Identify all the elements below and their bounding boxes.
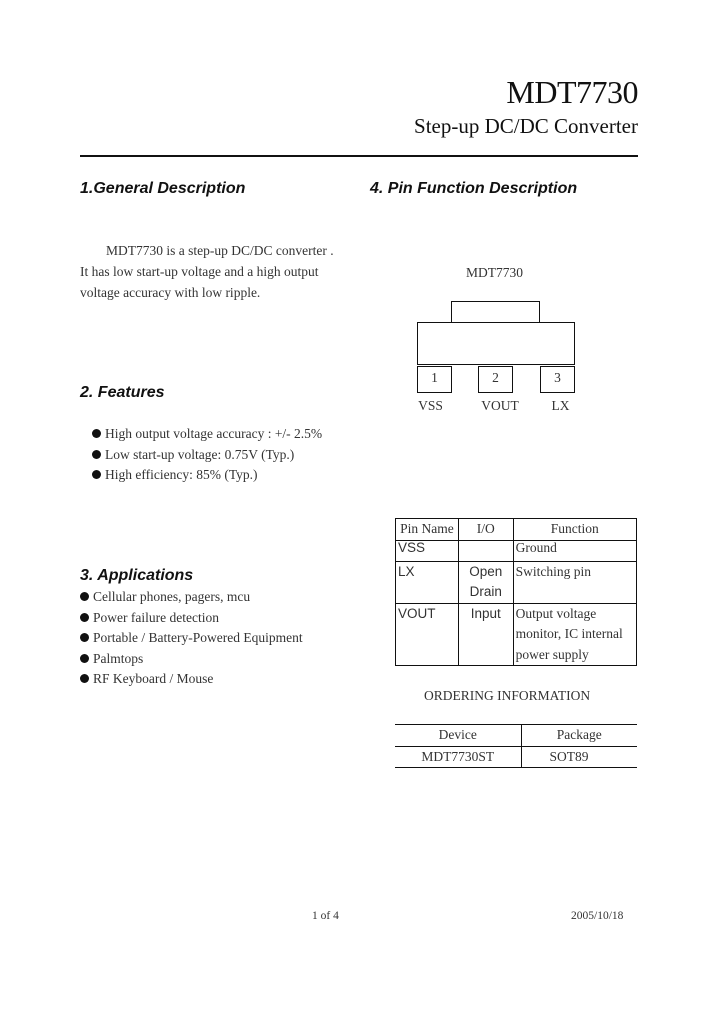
- list-item: Cellular phones, pagers, mcu: [80, 587, 303, 608]
- table-header-row: [396, 519, 637, 541]
- ordering-heading: ORDERING INFORMATION: [424, 688, 591, 703]
- table-cell: Output voltage monitor, IC internal power supply: [513, 603, 636, 666]
- bullet-icon: [92, 470, 101, 479]
- package-body: [417, 322, 575, 365]
- package-tab: [451, 301, 540, 323]
- bullet-icon: [92, 450, 101, 459]
- header-divider: [80, 155, 638, 157]
- bullet-icon: [80, 613, 89, 622]
- list-item: Power failure detection: [80, 608, 303, 629]
- pin-number: 3: [554, 370, 561, 385]
- general-description-line: voltage accuracy with low ripple.: [80, 285, 261, 300]
- package-label: MDT7730: [466, 265, 523, 280]
- pin-number: 1: [431, 370, 438, 385]
- document-subtitle: Step-up DC/DC Converter: [414, 114, 638, 138]
- table-row: [396, 540, 637, 561]
- bullet-icon: [80, 674, 89, 683]
- list-item: High efficiency: 85% (Typ.): [92, 465, 322, 486]
- table-cell: MDT7730ST: [395, 746, 521, 768]
- list-item: Low start-up voltage: 0.75V (Typ.): [92, 445, 322, 466]
- table-row: [396, 603, 637, 666]
- table-cell: VOUT: [396, 603, 459, 666]
- general-description-heading: 1.General Description: [80, 180, 246, 197]
- applications-heading: 3. Applications: [80, 567, 194, 584]
- pin-1: [417, 366, 452, 393]
- list-item: Palmtops: [80, 649, 303, 670]
- general-description-line: It has low start-up voltage and a high output: [80, 264, 319, 279]
- document-title: MDT7730: [506, 74, 638, 110]
- bullet-icon: [80, 654, 89, 663]
- table-cell: Switching pin: [513, 561, 636, 603]
- table-cell: Ground: [513, 540, 636, 561]
- table-cell: SOT89: [521, 746, 637, 768]
- table-cell: Open Drain: [458, 561, 513, 603]
- table-header: Package: [521, 725, 637, 747]
- pin-3: [540, 366, 575, 393]
- table-header-row: [395, 725, 637, 747]
- list-item: High output voltage accuracy : +/- 2.5%: [92, 424, 322, 445]
- table-cell: [458, 540, 513, 561]
- table-header: Function: [513, 519, 636, 541]
- list-item: RF Keyboard / Mouse: [80, 669, 303, 690]
- pin-function-heading: 4. Pin Function Description: [370, 180, 578, 197]
- table-cell: Input: [458, 603, 513, 666]
- bullet-icon: [80, 592, 89, 601]
- pin-2: [478, 366, 513, 393]
- pin-function-table: [395, 518, 637, 666]
- applications-list: [80, 587, 303, 690]
- pin-label-lx: LX: [551, 398, 570, 413]
- page-number: 1 of 4: [312, 910, 339, 922]
- table-row: [395, 746, 637, 768]
- general-description-line: MDT7730 is a step-up DC/DC converter .: [106, 243, 334, 258]
- features-list: [92, 424, 322, 486]
- pin-label-vout: VOUT: [481, 398, 519, 413]
- list-item: Portable / Battery-Powered Equipment: [80, 628, 303, 649]
- table-row: [396, 561, 637, 603]
- table-header: Device: [395, 725, 521, 747]
- table-header: Pin Name: [396, 519, 459, 541]
- pin-label-vss: VSS: [418, 398, 443, 413]
- table-cell: LX: [396, 561, 459, 603]
- ordering-table: [395, 724, 637, 768]
- table-cell: VSS: [396, 540, 459, 561]
- bullet-icon: [80, 633, 89, 642]
- table-header: I/O: [458, 519, 513, 541]
- general-description-text: [80, 240, 370, 303]
- bullet-icon: [92, 429, 101, 438]
- pin-number: 2: [492, 370, 499, 385]
- document-date: 2005/10/18: [571, 910, 624, 922]
- features-heading: 2. Features: [80, 384, 165, 401]
